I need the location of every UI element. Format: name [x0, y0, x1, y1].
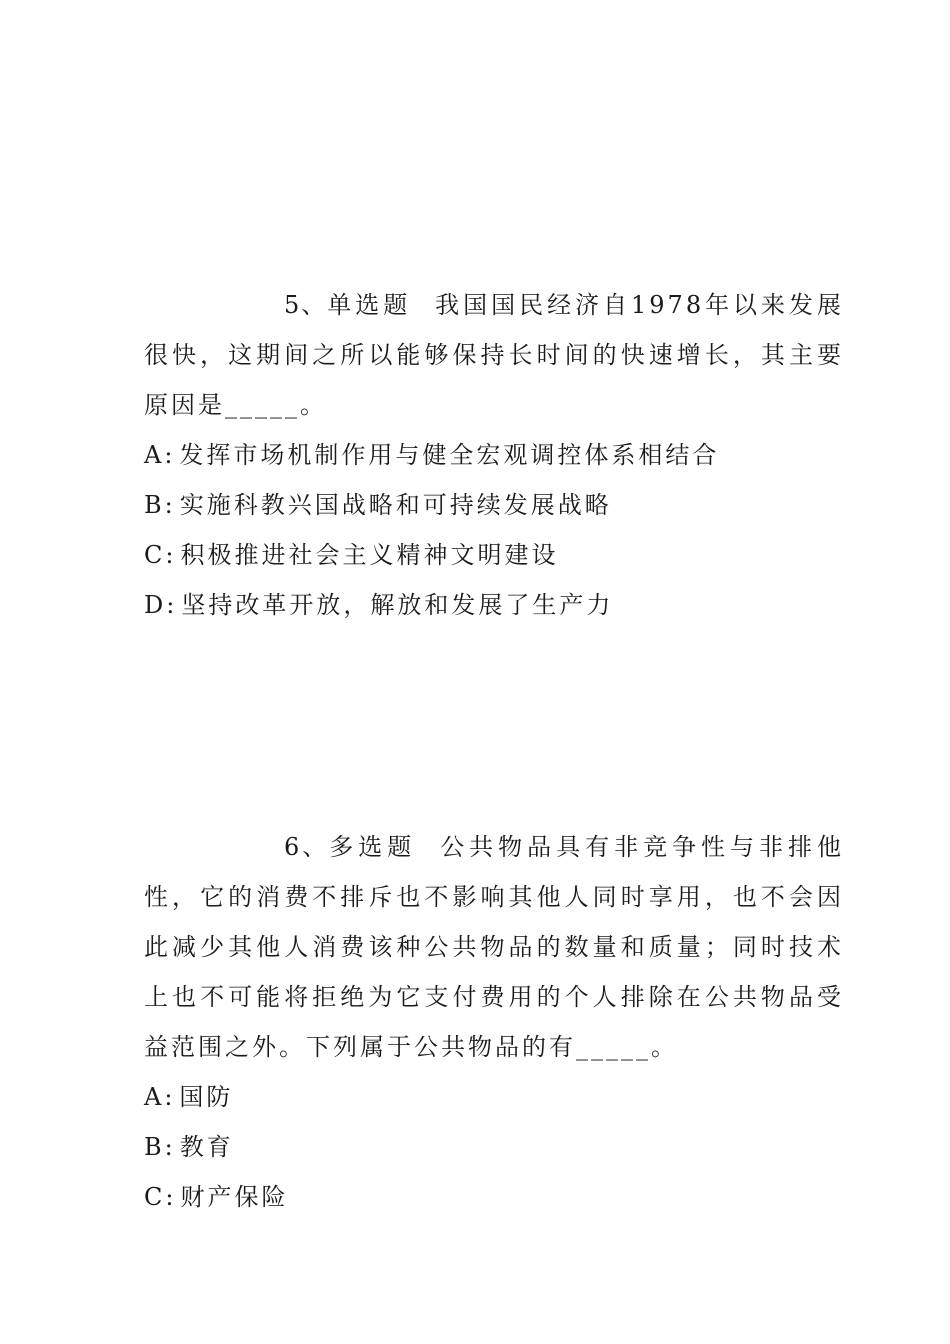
question-number: 5、 — [284, 291, 328, 319]
question-text: 公共物品具有非竞争性与非排他性，它的消费不排斥也不影响其他人同时享用，也不会因此减少其他人消费该种公共物品的数量和质量；同时技术上也不可能将拒绝为它支付费用的个人排除在公共物品受益范围之外。下列属于公共物品的有_____。 — [144, 833, 844, 1061]
option-text: 财产保险 — [180, 1183, 289, 1211]
option-text: 国防 — [179, 1083, 234, 1111]
question-type: 多选题 — [329, 833, 417, 861]
option-letter: D: — [144, 591, 178, 619]
option-letter: C: — [144, 1183, 177, 1211]
question-text: 我国国民经济自1978年以来发展很快，这期间之所以能够保持长时间的快速增长，其主要原因是_____。 — [144, 291, 844, 419]
option-c — [144, 1172, 844, 1222]
question-stem — [144, 280, 844, 430]
option-text: 积极推进社会主义精神文明建设 — [180, 541, 559, 569]
question-number: 6、 — [284, 833, 330, 861]
option-text: 发挥市场机制作用与健全宏观调控体系相结合 — [179, 441, 720, 469]
option-d — [144, 580, 844, 630]
option-text: 教育 — [179, 1133, 234, 1161]
question-stem — [144, 822, 844, 1072]
option-b — [144, 480, 844, 530]
option-letter: A: — [144, 1083, 176, 1111]
option-letter: B: — [144, 491, 176, 519]
option-text: 坚持改革开放，解放和发展了生产力 — [181, 591, 614, 619]
option-b — [144, 1122, 844, 1172]
option-a — [144, 1072, 844, 1122]
option-a — [144, 430, 844, 480]
question-6 — [144, 822, 844, 1222]
option-text: 实施科教兴国战略和可持续发展战略 — [179, 491, 612, 519]
question-5 — [144, 280, 844, 630]
option-letter: A: — [144, 441, 176, 469]
option-letter: C: — [144, 541, 177, 569]
question-type: 单选题 — [327, 291, 412, 319]
option-c — [144, 530, 844, 580]
option-letter: B: — [144, 1133, 176, 1161]
